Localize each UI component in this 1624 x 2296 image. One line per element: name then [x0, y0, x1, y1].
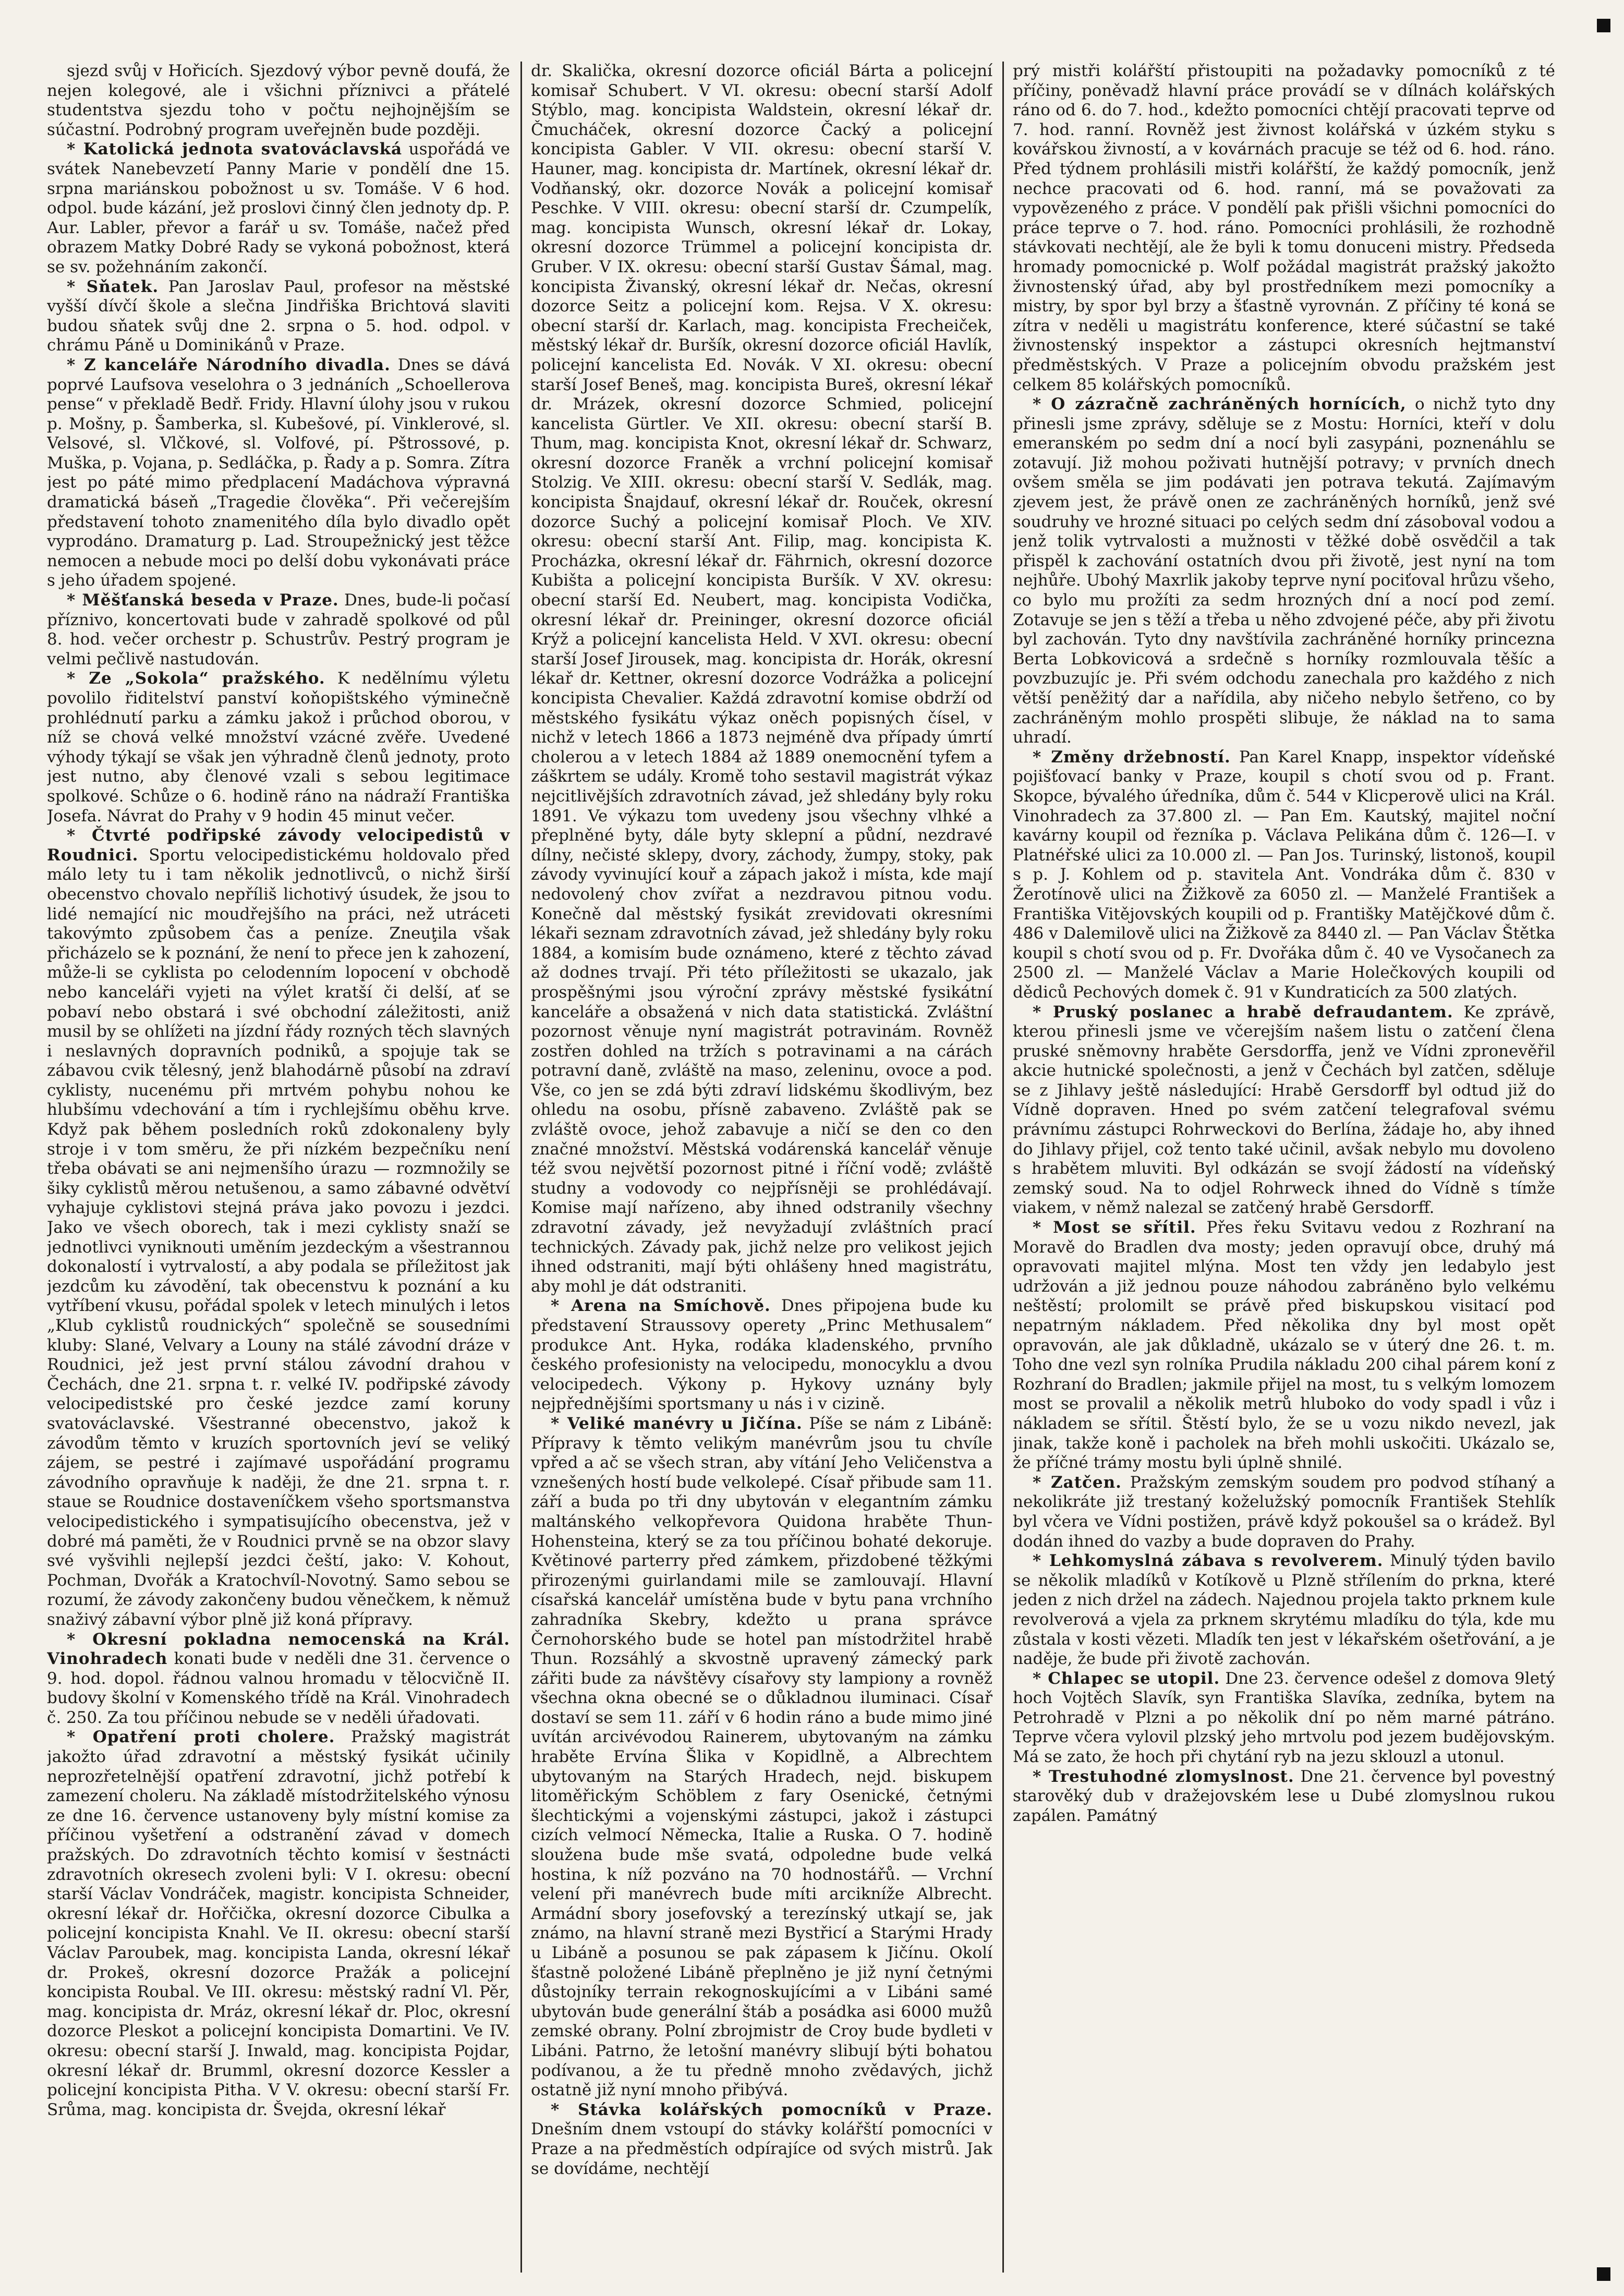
- article-body: Dnes připojena bude ku představení Straussovy operety „Princ Methusalem“ produkce Ant. Hyka, rodáka kladenského, prvního českého profesionisty na velocipedu, monocyklu a dvou velocipedech. Výkony p. Hykovy uznány byly nejpřednějšími sportsmany u nás i v cizině.: [531, 1296, 992, 1414]
- registration-mark-top: [1597, 19, 1610, 32]
- column-2: [531, 62, 992, 2273]
- column-3: [1013, 62, 1555, 2273]
- article-heading: * Sňatek.: [67, 277, 159, 296]
- article-paragraph: [1013, 748, 1555, 1003]
- article-heading: * Pruský poslanec a hrabě defraudantem.: [1033, 1002, 1453, 1022]
- article-body: konati bude v neděli dne 31. července o 9. hod. dopol. řádnou valnou hromadu v tělocvičně II. budovy školní v Komenského třídě na Král. Vinohradech č. 250. Za tou příčinou nebude se v neděli úřadovati.: [47, 1649, 510, 1727]
- article-heading: * Chlapec se utopil.: [1033, 1669, 1220, 1688]
- article-body: Pražským zemským soudem pro podvod stíhaný a nekolikráte již trestaný koželužský pomocník František Stehlík byl včera ve Vídni postižen, právě když pokoušel sa o krádež. Byl dodán ihned do vazby a bude dopraven do Prahy.: [1013, 1473, 1555, 1551]
- article-body: Minulý týden bavilo se několik mladíků v Kotíkově u Plzně střílením do prkna, které jeden z nich držel na zádech. Najednou projela takto prknem kule revolverová a vjela za prknem skrytému mladíku do týla, kde mu zůstala v kosti vězeti. Mladík ten jest v lékařském ošetřování, a je naděje, že bude při životě zachován.: [1013, 1551, 1555, 1669]
- article-paragraph: [47, 826, 510, 1630]
- article-paragraph: [531, 1296, 992, 1414]
- article-body: K nedělnímu výletu povolilo řiditelství panství koňopištského výminečně prohlédnutí parku a zámku jakož i průchod oborou, v níž se chová velké množství vzácné zvěře. Uvedené výhody týkají se však jen výhradně členů jednoty, proto jest nutno, aby členové vzali s sebou legitimace spolkové. Schůze o 6. hodině ráno na nádraží Františka Josefa. Návrat do Prahy v 9 hodin 45 minut večer.: [47, 669, 510, 825]
- article-body: Dnes, bude-li počasí příznivo, koncertovati bude v zahradě spolkové od půl 8. hod. večer orchestr p. Schustrův. Pestrý program je velmi pečlivě nastudován.: [47, 591, 510, 669]
- article-body: Sportu velocipedistickému holdovalo před málo lety tu i tam několik jednotlivců, o nichž širší obecenstvo chovalo nepříliš lichotivý úsudek, že jsou to lidé nemající nic moudřejšího na práci, než utráceti takovýmto způsobem čas a peníze. Zneuţila však přicházelo se k poznání, že není to přece jen k zahození, může-li se cyklista po celodenním lopocení v obchodě nebo kanceláři vyjeti na výlet kratší či delší, ať se pobaví nebo obstará i své obchodní záležitosti, aniž musil by se ohlížeti na jízdní řády rozných těch slavných i neslavných dopravních podniků, a spojuje tak se zábavou cvik tělesný, jenž blahodárně působí na zdraví cyklisty, nucenému při mrtvém pohybu nohou ke hlubšímu vdechování a tím i rychlejšímu oběhu krve. Když pak během posledních roků zdokonaleny byly stroje i v tom směru, že při nízkém bezpečníku není třeba obávati se ani nejmenšího úrazu — rozmnožily se šiky cyklistů měrou netušenou, a samo zábavné odvětví vyhajuje cyklistovi stejná práva jako povozu i jezdci. Jako ve všech oborech, tak i mezi cyklisty snaží se jednotlivci vyniknouti uměním jezdeckým a všestrannou dokonalostí i vytrvalostí, a aby podala se příležitost jak jezdcům ku závodění, tak obecenstvu k poznání a ku vytříbení vkusu, pořádal spolek v letech minulých i letos „Klub cyklistů roudnických“ společně se sousedními kluby: Slané, Velvary a Louny na stálé závodní dráze v Roudnici, jež jest první stálou závodní drahou v Čechách, dne 21. srpna t. r. velké IV. podřipské závody velocipedistské pro české jezdce zamí koruny svatováclavské. Všestranné obecenstvo, jakož k závodům těmto v kruzích sportovních jeví se veliký zájem, se pestré i zajímavé uspořádání programu závodního opravňuje k naději, že dne 21. srpna t. r. staue se Roudnice dostaveníčkem všeho sportsmanstva velocipedistického i sympatisujícího obecenstva, jež v dobré má paměti, že v Roudnici prvně se na obzor slavy své vyšvihli nejlepší jezdci čeští, jako: V. Kohout, Pochman, Dvořák a Kratochvíl-Novotný. Samo sebou se rozumí, že závody zakončeny budou věnečkem, k němuž snaživý zábavní výbor plně již koná přípravy.: [47, 845, 510, 1629]
- article-paragraph: [1013, 395, 1555, 748]
- article-heading: * Veliké manévry u Jičína.: [551, 1414, 803, 1433]
- article-heading: * Z kanceláře Národního divadla.: [67, 355, 391, 374]
- column-divider-2: [1002, 62, 1004, 2273]
- article-body: Píše se nám z Libáně: Přípravy k těmto velikým manévrům jsou tu chvíle vpřed a ač se všech stran, aby vítání Jeho Veličenstva a vznešených hostí bude velkolepé. Císař přibude sam 11. září a buda po tři dny ubytován v elegantním zámku maltánského velkopřevora Quidona hraběte Thun-Hohensteina, který se za tou příčinou bohaté dekoruje. Květinové parterry před zámkem, přizdobené těžkými přirozenými guirlandami mile se zamlouvají. Hlavní císařská kancelář umístěna bude v bytu pana vrchního zahradníka Skebry, kdežto u prana správce Černohorského bude se hotel pan místodržitel hrabě Thun. Rozsáhlý a skvostně upravený zámecký park zářiti bude za návštěvy císařovy sty lampiony a rovněž všechna okna obecné se o důkladnou iluminaci. Císař dostaví se sem 11. září v 6 hodin ráno a bude mimo jiné uvítán arcivévodou Rainerem, ubytovaným na zámku hraběte Ervína Šlika v Kopidlně, a Albrechtem ubytovaným na Starých Hradech, nejd. biskupem litoměřickým Schöblem z fary Osenické, četnými šlechtickými a vojenskými zástupci, jakož i zástupci cizích velmocí Německa, Italie a Ruska. O 7. hodině sloužena bude mše svatá, odpoledne bude velká hostina, k níž pozváno na 70 hodnostářů. — Vrchní velení při manévrech bude míti arcikníže Albrecht. Armádní sbory josefovský a terezínský utkají se, jak známo, na hlavní straně mezi Bystřicí a Starými Hrady u Libáně a posunou se pak zápasem k Jičínu. Okolí šťastně položené Libáně přeplněno je již nyní četnými důstojníky terrain rekognoskujícími a v Libáni samé ubytován bude generální štáb a posádka asi 6000 mužů zemské obrany. Polní zbrojmistr de Croy bude bydleti v Libáni. Patrno, že letošní manévry slibují býti bohatou podívanou, a že tu předně mnoho zvědavých, jichž ostatně již nyní mnoho přibývá.: [531, 1414, 992, 2100]
- article-paragraph: [47, 1630, 510, 1728]
- article-body: o nichž tyto dny přinesli jsme zprávy, sděluje se z Mostu: Horníci, kteří v dolu emeranském po sedm dní a nocí byli zasypáni, poznenáhlu se zotavují. Již mohou poživati hutnější potravy; v prvních dnech ovšem směla se jim podávati jen potrava tekutá. Zajímavým zjevem jest, že právě onen ze zachráněných horníků, jenž své soudruhy ve hrozné situaci po celých sedm dní zásoboval vodou a jenž tolik vytrvalosti a mužnosti v těžké době osvědčil a tak přispěl k zachování ostatních dvou při životě, jest nyní na tom nejhůře. Ubohý Maxrlik jakoby teprve nyní pociťoval hrůzu všeho, co bylo mu prožíti za sedm hrozných dní a nocí pod zemí. Zotavuje se jen s těží a třeba u něho zdvojené péče, aby při životu byl zachován. Tyto dny navštívila zachráněné horníky princezna Berta Lobkovicová a srdečně s horníky rozmlouvala těšíc a povzbuzujíc je. Při svém odchodu zanechala pro každého z nich větší peněžitý dar a nařídila, aby ničeho nebylo šetřeno, co by zachráněným mohlo prospěti slibuje, že náklad na to sama uhradí.: [1013, 395, 1555, 747]
- article-paragraph: [531, 1414, 992, 2100]
- article-heading: * Změny držebností.: [1033, 747, 1231, 767]
- article-heading: * Čtvrté podřipské závody velocipedistů v Roudnici.: [47, 826, 510, 865]
- article-heading: * Katolická jednota svatováclavská: [67, 140, 403, 159]
- article-body: prý mistři kolářští přistoupiti na požadavky pomocníků z té příčiny, poněvadž hlavní práce provádí se v dílnách kolářských ráno od 6. do 7. hod., kdežto pomocníci chtějí pracovati teprve od 7. hod. ranní. Rovněž jest živnost kolářská v úzkém styku s kovářskou živností, a v kovárnách pracuje se též od 6. hod. ráno. Před týdnem prohlásili mistři kolářští, že každý pomocník, jenž nechce pracovati od 6. hod. ranní, má se považovati za vypovězeného z práce. V pondělí pak přišli všichni pomocníci do práce teprve o 7. hod. ráno. Pomocníci prohlásili, že rozhodně stávkovati nechtějí, ale že byli k tomu donuceni mistry. Předseda hromady pomocnické p. Wolf požádal magistrát pražský jakožto živnostenský úřad, aby byl prostředníkem mezi pomocníky a mistry, by spor byl brzy a šťastně vyrovnán. Z příčiny té koná se zítra v neděli u magistrátu konference, které súčastní se také živnostenský inspektor a zástupci okresních hejtmanství předměstských. V Praze a policejním obvodu pražském jest celkem 85 kolářských pomocníků.: [1013, 62, 1555, 394]
- article-heading: * Zatčen.: [1033, 1473, 1122, 1492]
- registration-mark-bottom: [1597, 2267, 1610, 2281]
- article-paragraph: [1013, 1767, 1555, 1826]
- article-paragraph: [47, 277, 510, 356]
- article-paragraph: [1013, 1473, 1555, 1551]
- article-body: Dnešním dnem vstoupí do stávky kolářští pomocníci v Praze a na předměstích odpírajíce od svých mistrů. Jak se dovídáme, nechtějí: [531, 2120, 992, 2178]
- article-paragraph: [47, 356, 510, 591]
- article-heading: * Ze „Sokola“ pražského.: [67, 669, 325, 688]
- column-1: [47, 62, 510, 2273]
- article-paragraph: [1013, 1218, 1555, 1473]
- article-paragraph: [47, 62, 510, 140]
- article-paragraph: [531, 62, 992, 1296]
- article-body: Dne 21. července byl povestný starověký dub v dražejovském lese u Dubé zlomyslnou rukou zapálen. Památný: [1013, 1767, 1555, 1825]
- article-heading: * Stávka kolářských pomocníků v Praze.: [551, 2100, 992, 2119]
- article-body: sjezd svůj v Hořicích. Sjezdový výbor pevně doufá, že nejen kolegové, ale i všichni příznivci a přátelé studentstva sjezdu toho v počtu nejhojnějším se súčastní. Podrobný program uveřejněn bude později.: [47, 62, 510, 139]
- article-paragraph: [1013, 1551, 1555, 1669]
- article-paragraph: [1013, 1669, 1555, 1767]
- article-paragraph: [1013, 1003, 1555, 1219]
- article-body: Dnes se dává poprvé Laufsova veselohra o 3 jednáních „Schoellerova pense“ v překladě Bedř. Fridy. Hlavní úlohy jsou v rukou p. Mošny, p. Šamberka, sl. Kubešové, pí. Vinklerové, sl. Velsové, sl. Vlčkové, sl. Volfové, pí. Pštrossové, p. Muška, p. Vojana, p. Sedláčka, p. Řady a p. Somra. Zítra jest po páté mimo předplacení Madáchova výpravná dramatická báseň „Tragedie člověka“. Při večerejším představení tohoto znamenitého díla bylo divadlo opět vyprodáno. Dramaturg p. Lad. Stroupežnický jest těžce nemocen a nebude moci po delší dobu vykonávati práce s jeho úřadem spojené.: [47, 355, 510, 590]
- article-body: Pan Jaroslav Paul, profesor na městské vyšší dívčí škole a slečna Jindřiška Brichtová slaviti budou sňatek svůj dne 2. srpna o 5. hod. odpol. v chrámu Páně u Dominikánů v Praze.: [47, 277, 510, 355]
- article-heading: * Trestuhodné zlomyslnost.: [1033, 1767, 1294, 1786]
- article-heading: * Most se sřítil.: [1033, 1218, 1196, 1237]
- article-heading: * Měšťanská beseda v Praze.: [67, 591, 339, 610]
- article-body: dr. Skalička, okresní dozorce oficiál Bárta a policejní komisař Schubert. V VI. okresu: obecní starší Adolf Stýblo, mag. koncipista Waldstein, okresní lékař dr. Čmucháček, okresní dozorce Čacký a policejní koncipista Gabler. V VII. okresu: obecní starší V. Hauner, mag. koncipista dr. Martínek, okresní lékař dr. Vodňanský, okr. dozorce Novák a policejní komisař Peschke. V VIII. okresu: obecní starší dr. Czumpelík, mag. koncipista Wunsch, okresní lékař dr. Lokay, okresní dozorce Trümmel a policejní koncipista dr. Gruber. V IX. okresu: obecní starší Gustav Šámal, mag. koncipista Živanský, okresní lékař dr. Nečas, okresní dozorce Seitz a policejní kom. Rejsa. V X. okresu: obecní starší dr. Karlach, mag. koncipista Frecheiček, městský lékař dr. Buršík, okresní dozorce oficiál Havlík, policejní kancelista Ed. Novák. V XI. okresu: obecní starší Josef Beneš, mag. koncipista Bureš, okresní lékař dr. Mrázek, okresní dozorce Schmied, policejní kancelista Gürtler. Ve XII. okresu: obecní starší B. Thum, mag. koncipista Knot, okresní lékař dr. Schwarz, okresní dozorce Franěk a vrchní policejní komisař Stolzig. Ve XIII. okresu: obecní starší V. Sedlák, mag. koncipista Šnajdauf, okresní lékař dr. Rouček, okresní dozorce Suchý a policejní komisař Ploch. Ve XIV. okresu: obecní starší Ant. Filip, mag. koncipista K. Procházka, okresní lékař dr. Fährnich, okresní dozorce Kubišta a policejní koncipista Buršík. V XV. okresu: obecní starší Ed. Neubert, mag. koncipista Vodička, okresní lékař dr. Preininger, okresní dozorce oficiál Krýž a policejní kancelista Held. V XVI. okresu: obecní starší Josef Jirousek, mag. koncipista dr. Horák, okresní lékař dr. Kettner, okresní dozorce Vodrážka a policejní koncipista Chevalier. Každá zdravotní komise obdrží od městského fysikátu výkaz oněch popisných čísel, v nichž v letech 1866 a 1873 nejméně dva případy úmrtí cholerou a v letech 1884 až 1889 onemocnění tyfem a záškrtem se udály. Kromě toho sestavil magistrát výkaz nejcitlivějších zdravotních závad, jež shledány byly roku 1891. Ve výkazu tom uvedeny jsou všechny vlhké a přeplněné byty, dále byty sklepní a půdní, nezdravé dílny, nečisté sklepy, dvory, záchody, žumpy, stoky, pak závody vyvinující kouř a zápach jakož i místa, kde mají nedovolený chov zvířat a nezdravou pitnou vodu. Konečně dal městský fysikát zrevidovati okresními lékaři seznam zdravotních závad, jež shledány byly roku 1884, a komisím bude oznámeno, které z těchto závad až dodnes trvají. Při této příležitosti se ukazalo, jak prospěšnými jsou výroční zprávy městské fysikátní kanceláře a obsažená v nich data statistická. Zvláštní pozornost věnuje nyní magistrát potravinám. Rovněž zostřen dohled na tržích s potravinami a na cárách potravní daně, zvláště na maso, zeleninu, ovoce a pod. Vše, co jen se zdá býti zdraví lidskému škodlivým, bez ohledu na osobu, přísně zabaveno. Zvláště pak se zvláště ovoce, jehož zabavuje a ničí se den co den značné množství. Městská vodárenská kancelář věnuje též svou největší pozornost pitné i říční vodě; zvláště studny a vodovody co nejpřísněji se prohlédávají. Komise mají nařízeno, aby ihned odstranily všechny zdravotní závady, jež nevyžadují zvláštních prací technických. Závady pak, jichž nelze pro velikost jejich ihned odstraniti, mají býti ohlášeny hned magistrátu, aby mohl je dát odstraniti.: [531, 62, 992, 1296]
- article-heading: * O zázračně zachráněných hornících,: [1033, 395, 1407, 414]
- article-paragraph: [47, 1728, 510, 2120]
- article-paragraph: [47, 669, 510, 826]
- article-body: uspořádá ve svátek Nanebevzetí Panny Marie v pondělí dne 15. srpna mariánskou pobožnost u sv. Tomáše. V 6 hod. odpol. bude kázání, jež proslovi činný člen jednoty dp. P. Aur. Labler, převor a farář u sv. Tomáše, načež před obrazem Matky Dobré Rady se vykoná pobožnost, která se sv. požehnáním zakončí.: [47, 140, 510, 276]
- column-divider-1: [520, 62, 522, 2273]
- article-heading: * Arena na Smíchově.: [551, 1296, 771, 1316]
- article-body: Ke zprávě, kterou přinesli jsme ve včerejším našem listu o zatčení člena pruské sněmovny hraběte Gersdorffa, jenž ve Vídni zpronevěřil akcie hutnické společnosti, a jenž v Čechách byl zatčen, sděluje se z Jihlavy ještě následující: Hrabě Gersdorff byl odtud již do Vídně dopraven. Hned po svém zatčení telegrafoval svému právnímu zástupci Rohrweckovi do Berlína, žádaje ho, aby ihned do Jihlavy přijel, což tento také učinil, avšak nebylo mu dovoleno s hrabětem mluviti. Byl odkázán se svojí žádostí na vídeňský zemský soud. Na to odjel Rohrweck ihned do Vídně s tímže viakem, v němž nalezal se zatčený hrabě Gersdorff.: [1013, 1002, 1555, 1218]
- article-paragraph: [531, 2100, 992, 2179]
- article-paragraph: [47, 140, 510, 277]
- article-heading: * Opatření proti cholere.: [67, 1728, 335, 1747]
- article-body: Dne 23. července odešel z domova 9letý hoch Vojtěch Slavík, syn Františka Slavíka, zedníka, bytem na Petrohradě v Plzni a po několik dní po něm marné pátráno. Teprve včera vylovil plzský jeho mrtvolu pod jezem budějovským. Má se zato, že hoch při chytání ryb na jezu sklouzl a utonul.: [1013, 1669, 1555, 1767]
- article-body: Přes řeku Svitavu vedou z Rozhraní na Moravě do Bradlen dva mosty; jeden opravují obce, druhý má opravovati majitel mlýna. Most ten vždy jen ledabylo jest udržován a již jednou pouze náhodou zabráněno bylo velkému neštěstí; prolomilt se právě před biskupskou visitací pod nepatrným nákladem. Před několika dny byl most opět opravován, ale jak důkladně, ukázalo se v úterý dne 26. t. m. Toho dne vezl syn rolníka Prudila nákladu 200 cihal párem koní z Rozhraní do Bradlen; jakmile přijel na most, tu s velkým lomozem most se provalil a několik metrů hluboko do vody spadl i vůz i nákladem se sřítil. Štěstí bylo, že se u vozu nikdo nevezl, jak jinak, takže koně i pacholek na břeh mohli uskočiti. Ukázalo se, že příčné trámy mostu byli úplně shnilé.: [1013, 1218, 1555, 1473]
- article-body: Pan Karel Knapp, inspektor vídeňské pojišťovací banky v Praze, koupil s chotí svou od p. Frant. Skopce, bývalého úředníka, dům č. 544 v Klicperově ulici na Král. Vinohradech za 37.800 zl. — Pan Em. Kautský, majitel noční kavárny koupil od řezníka p. Václava Pelikána dům č. 126—I. v Platnéřské ulici za 10.000 zl. — Pan Jos. Turinský, listonoš, koupil s p. J. Kohlem od p. stavitela Ant. Vondráka dům č. 830 v Žerotínově ulici na Žižkově za 6050 zl. — Manželé František a Františka Vitějovských koupili od p. Františky Matějčkové dům č. 486 v Dalemilově ulici na Žižkově za 8440 zl. — Pan Václav Štětka koupil s chotí svou od p. Fr. Dvořáka dům č. 40 ve Vysočanech za 2500 zl. — Manželé Václav a Marie Holečkových koupili od dědiců Pechových domek č. 91 v Kundraticích za 500 zlatých.: [1013, 747, 1555, 1002]
- article-heading: * Lehkomyslná zábava s revolverem.: [1033, 1551, 1384, 1571]
- article-paragraph: [1013, 62, 1555, 395]
- article-paragraph: [47, 591, 510, 669]
- article-body: Pražský magistrát jakožto úřad zdravotní a městský fysikát učinily neprozřetelnější opatření zdravotní, jichž potřebí k zamezení choleru. Na základě místodržitelského výnosu ze dne 16. července ustanoveny byly místní komise za příčinou vyšetření a odstranění závad v domech pražských. Do zdravotních těchto komisí v šestnácti zdravotních okresech zvoleni byli: V I. okresu: obecní starší Václav Vondráček, magistr. koncipista Schneider, okresní lékař dr. Hořčička, okresní dozorce Cibulka a policejní koncipista Knahl. Ve II. okresu: obecní starší Václav Paroubek, mag. koncipista Landa, okresní lékař dr. Prokeš, okresní dozorce Pražák a policejní koncipista Roubal. Ve III. okresu: městský radní Vl. Pěr, mag. koncipista dr. Mráz, okresní lékař dr. Ploc, okresní dozorce Pleskot a policejní koncipista Domartini. Ve IV. okresu: obecní starší J. Inwald, mag. koncipista Pojdar, okresní lékař dr. Brumml, okresní dozorce Kessler a policejní koncipista Pitha. V V. okresu: obecní starší Fr. Srůma, mag. koncipista dr. Švejda, okresní lékař: [47, 1728, 510, 2119]
- article-heading: * Okresní pokladna nemocenská na Král. Vinohradech: [47, 1630, 510, 1669]
